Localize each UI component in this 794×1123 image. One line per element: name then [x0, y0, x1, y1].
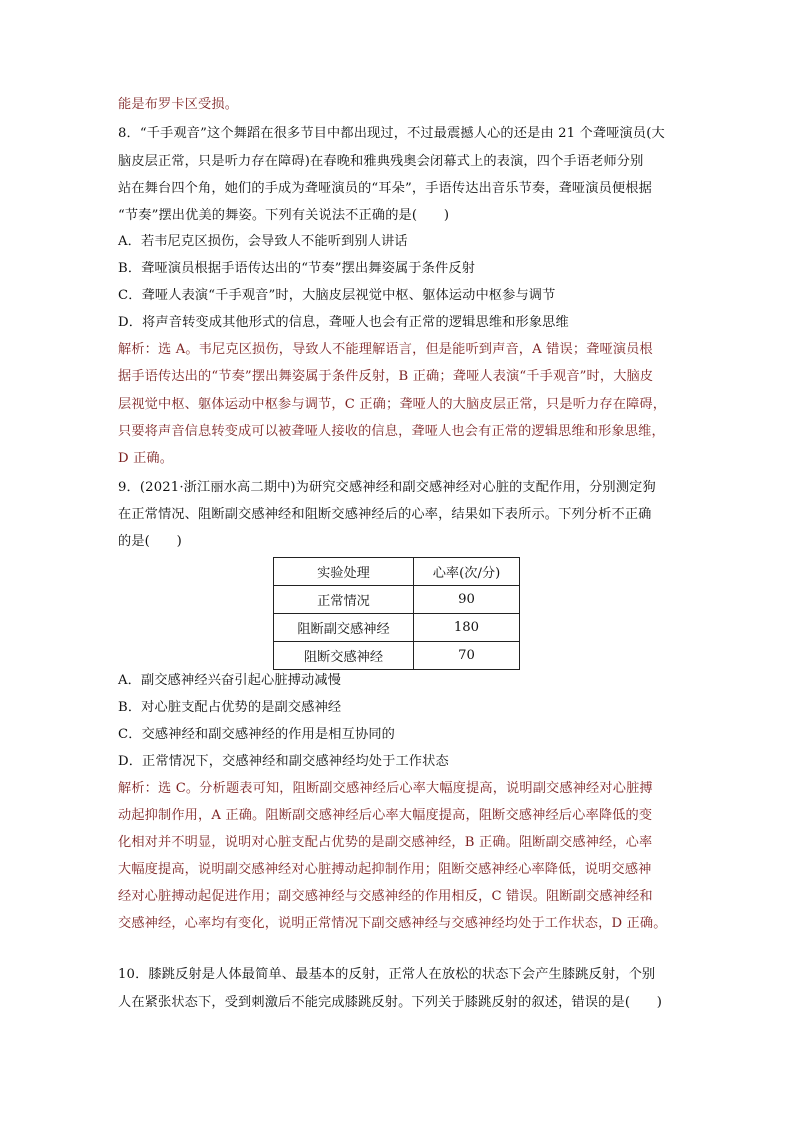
question-9-option-c: C．交感神经和副交感神经的作用是相互协同的 — [118, 727, 395, 742]
question-9-option-a: A．副交感神经兴奋引起心脏搏动减慢 — [118, 673, 342, 688]
table-header-cell: 心率(次/分) — [414, 558, 520, 586]
question-9-analysis: 动起抑制作用，A 正确。阻断副交感神经后心率大幅度提高，阻断交感神经后心率降低的变 — [118, 808, 653, 823]
question-8-stem: 站在舞台四个角，她们的手成为聋哑演员的“耳朵”，手语传达出音乐节奏，聋哑演员便根据 — [118, 181, 652, 196]
question-8-option-c: C．聋哑人表演“千手观音”时，大脑皮层视觉中枢、躯体运动中枢参与调节 — [118, 288, 556, 303]
question-10-stem: 10．膝跳反射是人体最简单、最基本的反射，正常人在放松的状态下会产生膝跳反射，个别 — [118, 967, 656, 982]
question-8-analysis: 只要将声音信息转变成可以被聋哑人接收的信息，聋哑人也会有正常的逻辑思维和形象思维， — [118, 424, 665, 439]
table-cell: 90 — [414, 586, 520, 614]
question-9-option-d: D．正常情况下，交感神经和副交感神经均处于工作状态 — [118, 754, 449, 769]
table-header-row — [274, 558, 520, 586]
table-cell: 阻断副交感神经 — [274, 614, 414, 642]
heart-rate-table — [273, 557, 520, 670]
question-9-analysis: 解析：选 C。分析题表可知，阻断副交感神经后心率大幅度提高，说明副交感神经对心脏搏 — [118, 781, 653, 796]
question-8-analysis: D 正确。 — [118, 451, 174, 466]
question-8-option-b: B．聋哑演员根据手语传达出的“节奏”摆出舞姿属于条件反射 — [118, 261, 476, 276]
question-8-analysis: 层视觉中枢、躯体运动中枢参与调节，C 正确；聋哑人的大脑皮层正常，只是听力存在障碍， — [118, 397, 667, 412]
table-cell: 阻断交感神经 — [274, 642, 414, 670]
question-9-stem: 在正常情况、阻断副交感神经和阻断交感神经后的心率，结果如下表所示。下列分析不正确 — [118, 507, 652, 522]
question-9-stem: 的是( ) — [118, 534, 182, 549]
table-cell: 180 — [414, 614, 520, 642]
table-cell: 70 — [414, 642, 520, 670]
question-8-stem: 8．“千手观音”这个舞蹈在很多节目中都出现过，不过最震撼人心的还是由 21 个聋哑演员(大 — [118, 126, 665, 141]
question-9-analysis: 经对心脏搏动起促进作用；副交感神经与交感神经的作用相反，C 错误。阻断副交感神经和 — [118, 889, 653, 904]
table-row — [274, 586, 520, 614]
answer-line: 能是布罗卡区受损。 — [118, 97, 239, 112]
table-cell: 正常情况 — [274, 586, 414, 614]
question-8-stem: 脑皮层正常，只是听力存在障碍)在春晚和雅典残奥会闭幕式上的表演，四个手语老师分别 — [118, 154, 644, 169]
question-8-analysis: 据手语传达出的“节奏”摆出舞姿属于条件反射，B 正确；聋哑人表演“千手观音”时，大脑皮 — [118, 369, 654, 384]
question-8-option-a: A．若韦尼克区损伤，会导致人不能听到别人讲话 — [118, 234, 408, 249]
question-9-option-b: B．对心脏支配占优势的是副交感神经 — [118, 700, 342, 715]
table-header-cell: 实验处理 — [274, 558, 414, 586]
question-9-analysis: 大幅度提高，说明副交感神经对心脏搏动起抑制作用；阻断交感神经心率降低，说明交感神 — [118, 862, 652, 877]
question-9-analysis: 交感神经，心率均有变化，说明正常情况下副交感神经与交感神经均处于工作状态，D 正确。 — [118, 916, 667, 931]
question-9-stem: 9．(2021·浙江丽水高二期中)为研究交感神经和副交感神经对心脏的支配作用，分别测定狗 — [118, 480, 656, 495]
question-8-analysis: 解析：选 A。韦尼克区损伤，导致人不能理解语言，但是能听到声音，A 错误；聋哑演员根 — [118, 342, 653, 357]
question-8-stem: “节奏”摆出优美的舞姿。下列有关说法不正确的是( ) — [118, 208, 450, 223]
table-row — [274, 614, 520, 642]
table-row — [274, 642, 520, 670]
question-10-stem: 人在紧张状态下，受到刺激后不能完成膝跳反射。下列关于膝跳反射的叙述，错误的是( ) — [118, 995, 663, 1010]
question-8-option-d: D．将声音转变成其他形式的信息，聋哑人也会有正常的逻辑思维和形象思维 — [118, 315, 569, 330]
question-9-analysis: 化相对并不明显，说明对心脏支配占优势的是副交感神经，B 正确。阻断副交感神经，心率 — [118, 835, 653, 850]
